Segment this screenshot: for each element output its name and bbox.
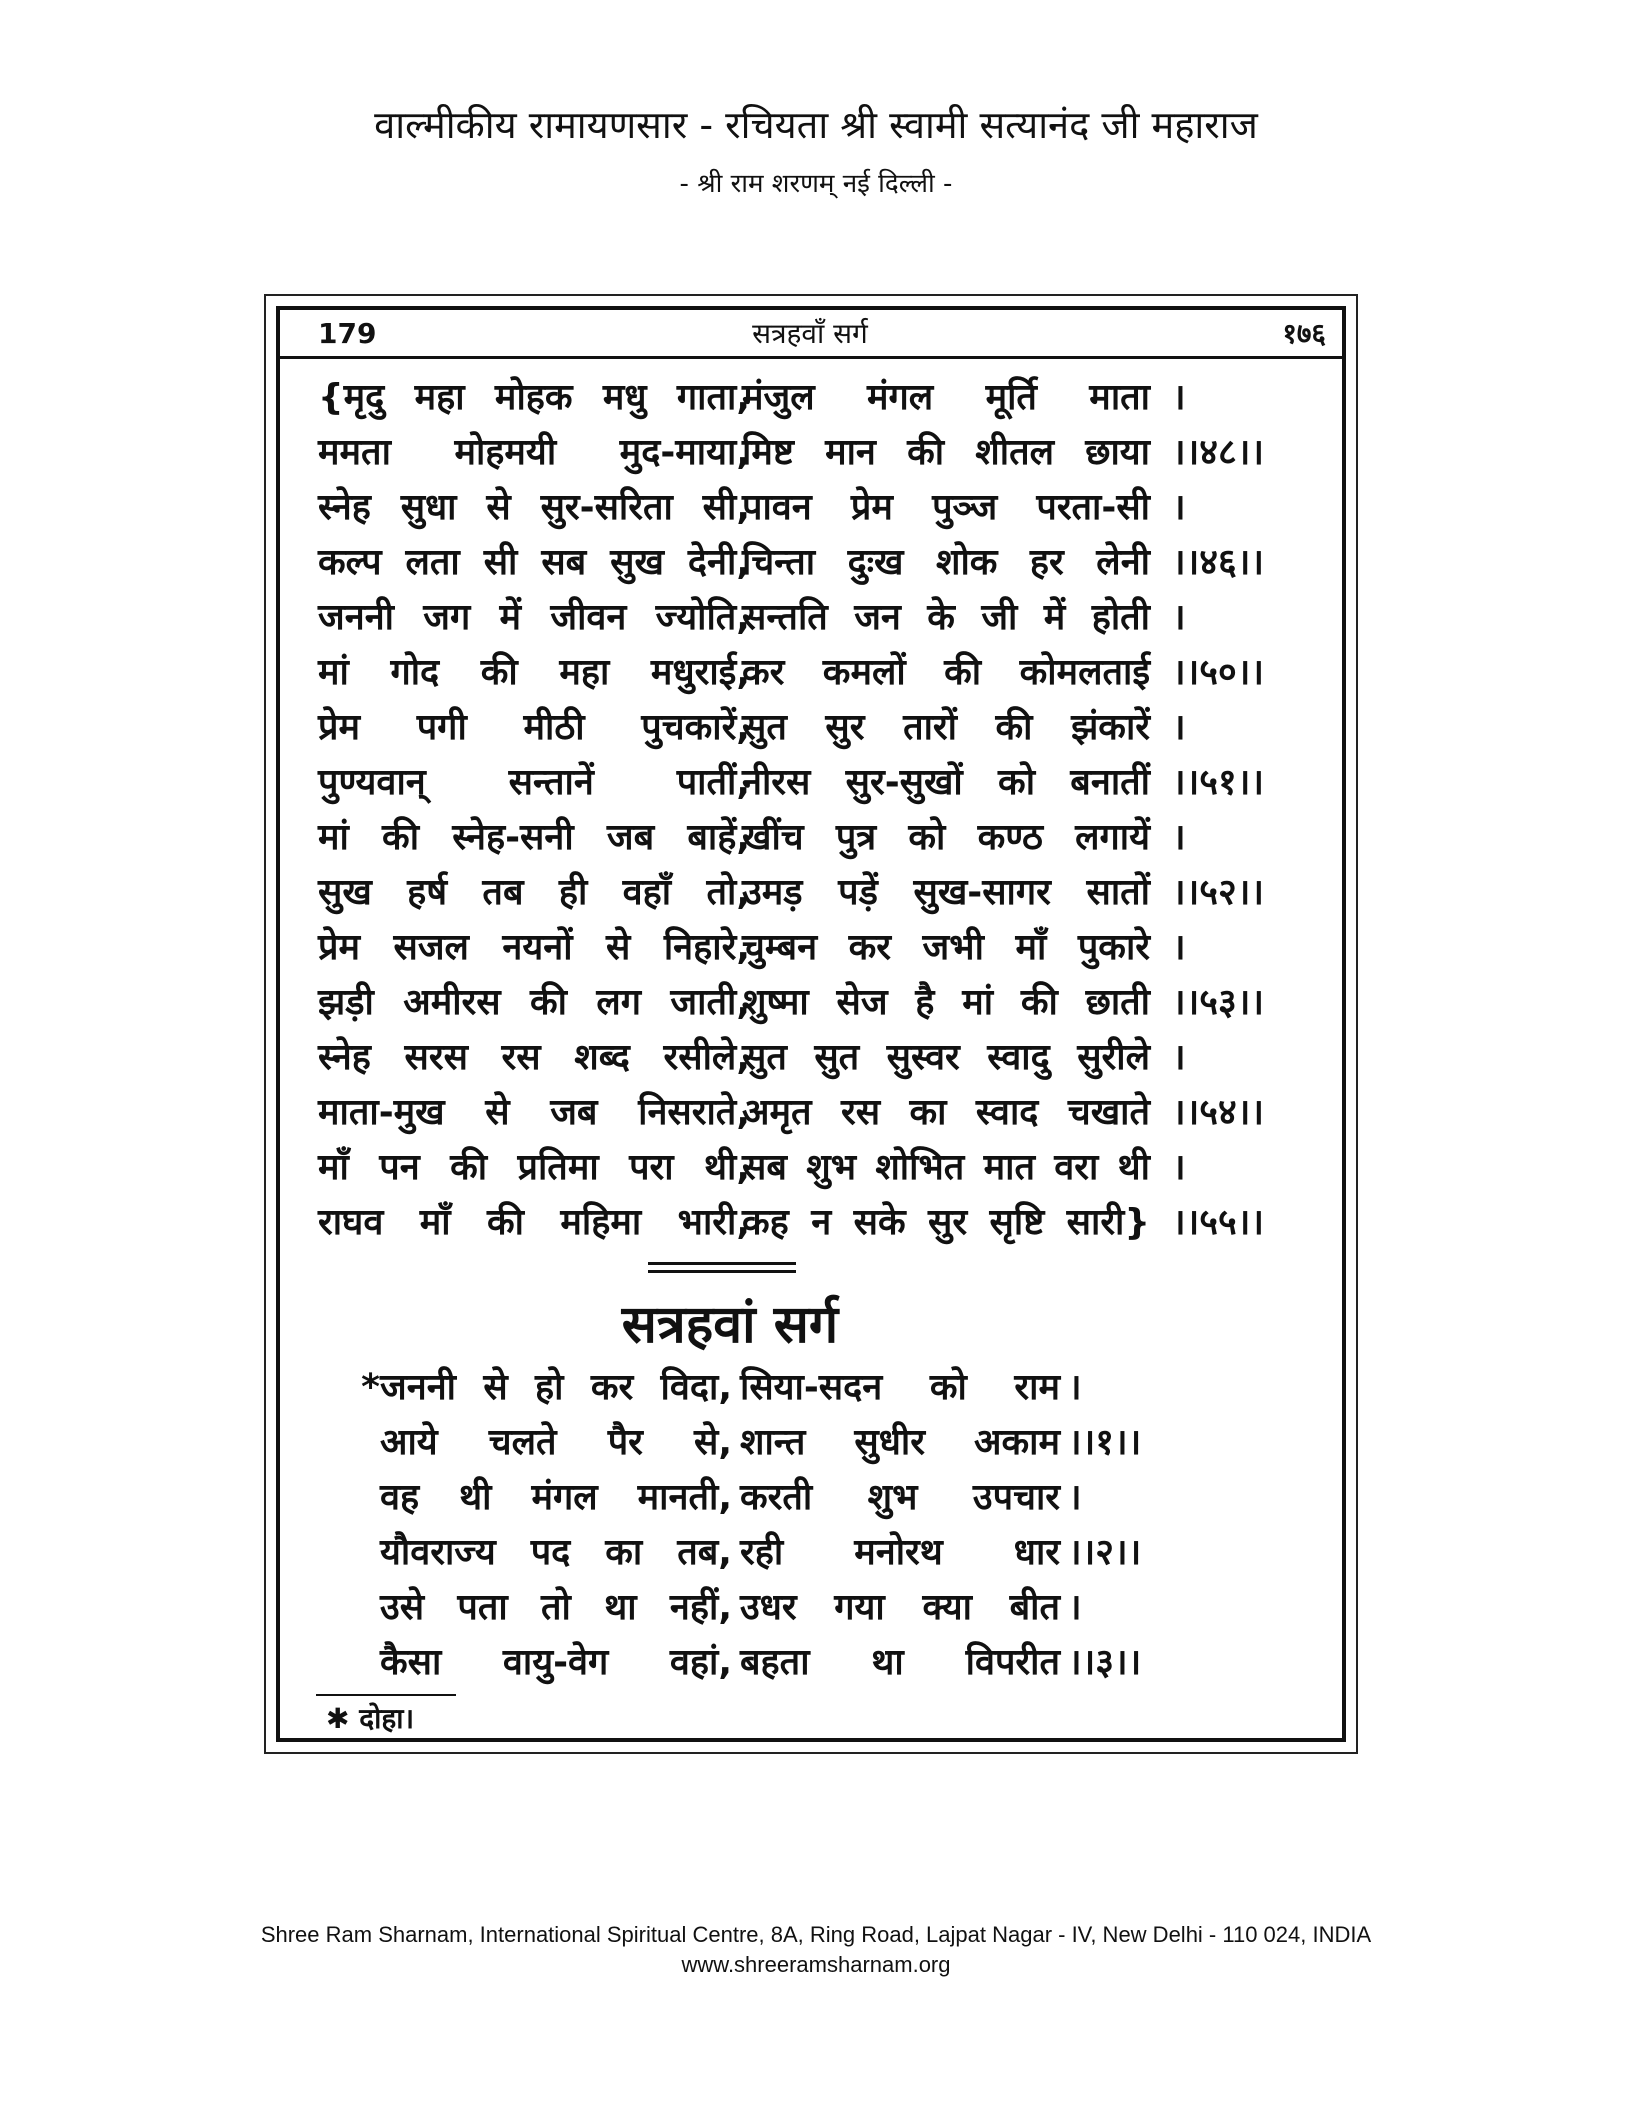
doha-second-half: शान्त सुधीर अकाम [740,1422,1060,1463]
verse-number: ।।५४।। [1172,1092,1265,1133]
doha-number: ।।३।। [1068,1642,1142,1683]
header-rule [280,356,1342,359]
verse-second-half: कह न सके सुर सृष्टि सारी} [742,1202,1150,1243]
verse-line [300,920,1330,975]
footer-website: www.shreeramsharnam.org [681,1952,951,1977]
section-title: सत्रहवां सर्ग [621,1295,839,1355]
verse-line [300,645,1330,700]
verse-line [300,755,1330,810]
doha-first-half: यौवराज्य पद का तब, [380,1532,732,1573]
footnote-rule [316,1694,456,1696]
doha-line [340,1525,1240,1580]
doha-number: ।।२।। [1068,1532,1142,1573]
verse-line [300,1140,1330,1195]
doha-first-half: उसे पता तो था नहीं, [380,1587,732,1628]
verse-second-half: नीरस सुर-सुखों को बनातीं [742,762,1150,803]
verse-first-half: झड़ी अमीरस की लग जाती, [318,982,750,1023]
verse-line [300,810,1330,865]
verse-number: ।।५५।। [1172,1202,1265,1243]
doha-line [340,1415,1240,1470]
doha-second-half: बहता था विपरीत [740,1642,1060,1683]
verse-number: । [1172,487,1186,528]
verse-line [300,1195,1330,1250]
doha-marker: * [361,1367,380,1408]
verse-first-half: जननी जग में जीवन ज्योति, [318,597,750,638]
doha-second-half: उधर गया क्या बीत [740,1587,1060,1628]
doha-second-half: सिया-सदन को राम [740,1367,1060,1408]
verse-second-half: चुम्बन कर जभी माँ पुकारे [742,927,1150,968]
doha-line [340,1360,1240,1415]
verse-first-half: मां गोद की महा मधुराई, [318,652,750,693]
verse-line [300,700,1330,755]
running-title: सत्रहवाँ सर्ग [752,317,868,350]
doha-second-half: रही मनोरथ धार [740,1532,1060,1573]
doha-first-half: जननी से हो कर विदा, [380,1367,732,1408]
verse-first-half: मां की स्नेह-सनी जब बाहें, [318,817,750,858]
verse-line [300,1085,1330,1140]
page-number-devanagari: १७६ [1282,317,1326,350]
section-rule-top [648,1262,796,1265]
verse-number: ।।४६।। [1172,542,1265,583]
verse-first-half: माता-मुख से जब निसराते, [318,1092,750,1133]
verse-first-half: स्नेह सुधा से सुर-सरिता सी, [318,487,750,528]
verse-second-half: कर कमलों की कोमलताई [742,652,1150,693]
verse-line [300,1030,1330,1085]
verse-line [300,370,1330,425]
verse-second-half: उमड़ पड़ें सुख-सागर सातों [742,872,1150,913]
verse-second-half: सन्तति जन के जी में होती [742,597,1150,638]
doha-first-half: वह थी मंगल मानती, [380,1477,732,1518]
verse-second-half: शुष्मा सेज है मां की छाती [742,982,1150,1023]
verse-number: । [1172,927,1186,968]
verse-second-half: सुत सुत सुस्वर स्वादु सुरीले [742,1037,1150,1078]
verse-line [300,590,1330,645]
verse-first-half: ममता मोहमयी मुद-माया, [318,432,750,473]
doha-number: ।।१।। [1068,1422,1142,1463]
verse-number: । [1172,597,1186,638]
verse-number: ।।५१।। [1172,762,1265,803]
verse-first-half: पुण्यवान् सन्तानें पातीं, [318,762,750,803]
verse-second-half: अमृत रस का स्वाद चखाते [742,1092,1150,1133]
doha-line [340,1580,1240,1635]
verse-line [300,535,1330,590]
doha-line [340,1470,1240,1525]
verse-second-half: सब शुभ शोभित मात वरा थी [742,1147,1150,1188]
doha-number: । [1068,1477,1082,1518]
verse-number: । [1172,1147,1186,1188]
doha-line [340,1635,1240,1690]
doha-number: । [1068,1587,1082,1628]
verse-first-half: कल्प लता सी सब सुख देनी, [318,542,750,583]
verse-first-half: प्रेम पगी मीठी पुचकारें, [318,707,750,748]
verse-first-half: सुख हर्ष तब ही वहाँ तो, [318,872,750,913]
verse-first-half: राघव माँ की महिमा भारी, [318,1202,750,1243]
verse-number: ।।४८।। [1172,432,1265,473]
verse-number: ।।५२।। [1172,872,1265,913]
verse-number: ।।५३।। [1172,982,1265,1023]
section-rule-bottom [648,1270,796,1273]
verse-first-half: माँ पन की प्रतिमा परा थी, [318,1147,750,1188]
verse-first-half: प्रेम सजल नयनों से निहारे, [318,927,750,968]
verse-number: । [1172,1037,1186,1078]
verse-second-half: पावन प्रेम पुञ्ज परता-सी [742,487,1150,528]
page-number-arabic: 179 [318,317,377,350]
verse-second-half: चिन्ता दुःख शोक हर लेनी [742,542,1150,583]
verse-second-half: मिष्ट मान की शीतल छाया [742,432,1150,473]
verse-line [300,975,1330,1030]
verse-line [300,425,1330,480]
verse-number: । [1172,377,1186,418]
doha-second-half: करती शुभ उपचार [740,1477,1060,1518]
verse-second-half: मंजुल मंगल मूर्ति माता [742,377,1150,418]
footnote: ✱ दोहा। [326,1702,415,1735]
verse-number: ।।५०।। [1172,652,1265,693]
verse-line [300,480,1330,535]
verse-number: । [1172,817,1186,858]
verse-first-half: स्नेह सरस रस शब्द रसीले, [318,1037,750,1078]
publisher-subtitle: - श्री राम शरणम् नई दिल्ली - [679,169,953,199]
verse-number: । [1172,707,1186,748]
footer-address: Shree Ram Sharnam, International Spiritual Centre, 8A, Ring Road, Lajpat Nagar - IV, New Delhi - 110 024, INDIA [260,1922,1372,1947]
doha-first-half: कैसा वायु-वेग वहां, [380,1642,732,1683]
verse-first-half: {मृदु महा मोहक मधु गाता, [318,377,750,418]
verse-second-half: खींच पुत्र को कण्ठ लगायें [742,817,1150,858]
doha-first-half: आये चलते पैर से, [380,1422,732,1463]
doha-number: । [1068,1367,1082,1408]
verse-line [300,865,1330,920]
book-title: वाल्मीकीय रामायणसार - रचियता श्री स्वामी सत्यानंद जी महाराज [374,103,1258,147]
verse-second-half: सुत सुर तारों की झंकारें [742,707,1150,748]
